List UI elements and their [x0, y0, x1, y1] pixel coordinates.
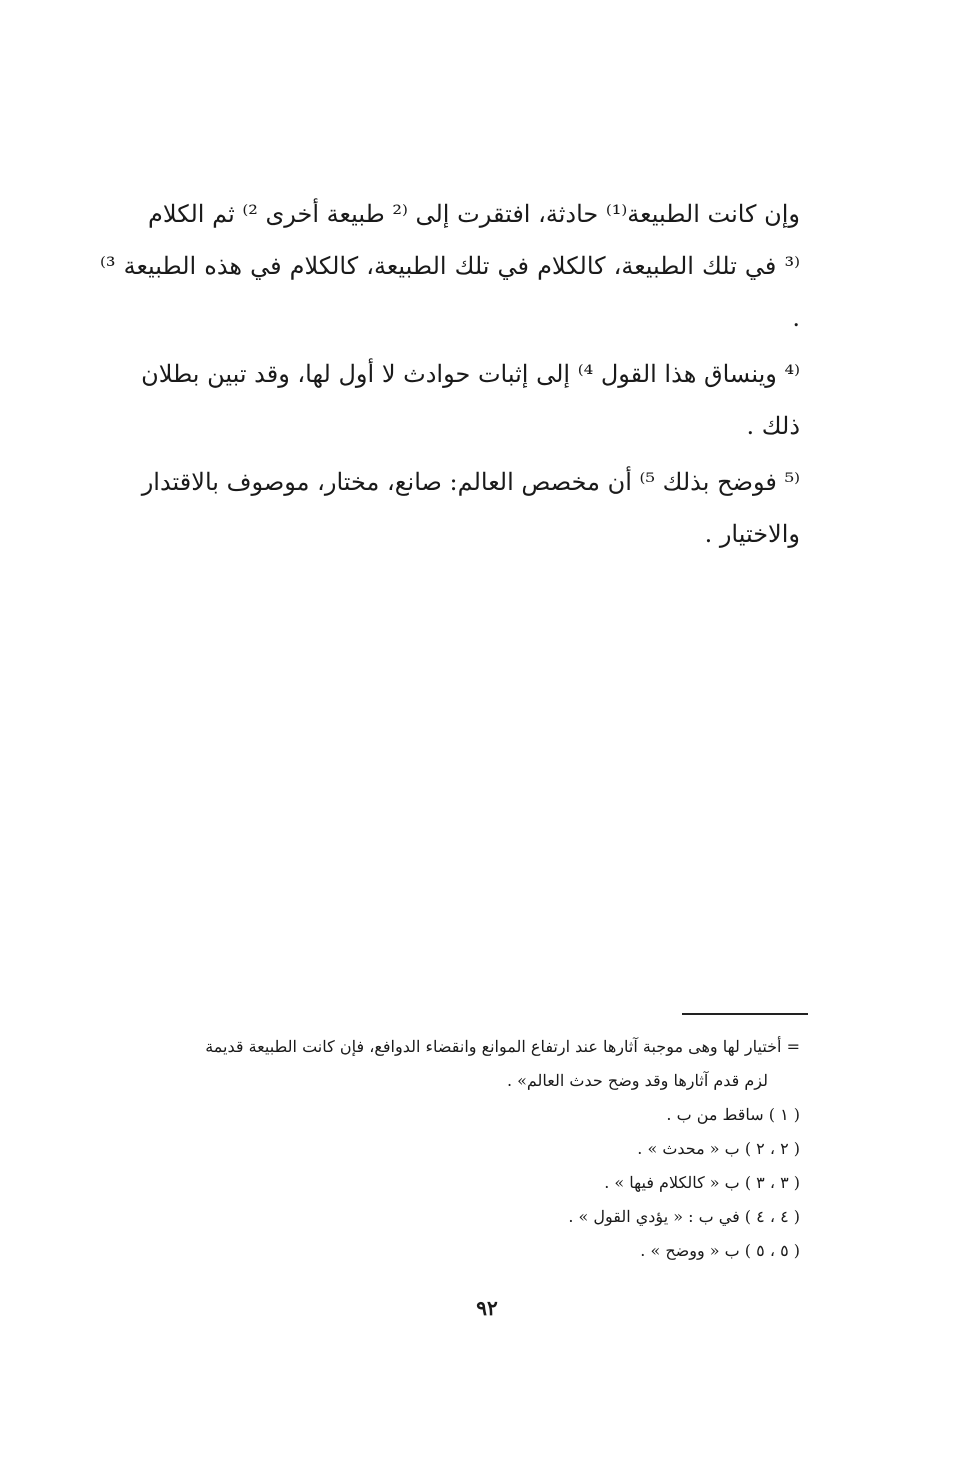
paragraph-3-line-2: والاختيار . [704, 520, 800, 548]
page-number: ٩٢ [476, 1296, 498, 1320]
paragraph-1-line-1: وإن كانت الطبيعة⁽¹⁾ حادثة، افتقرت إلى ⁽² طبيعة أخرى ²⁾ ثم الكلام [148, 200, 800, 228]
paragraph-2-line-1: ⁽⁴ وينساق هذا القول ⁴⁾ إلى إثبات حوادث لا أول لها، وقد تبين بطلان [141, 360, 800, 388]
paragraph-2-line-2: ذلك . [746, 412, 800, 440]
footnote-item-4: ( ٤ ، ٤ ) في ب : « يؤدي القول » . [568, 1207, 800, 1226]
footnote-item-1: ( ١ ) ساقط من ب . [666, 1105, 800, 1124]
footnote-item-2: ( ٢ ، ٢ ) ب « محدث » . [637, 1139, 800, 1158]
footnote-item-5: ( ٥ ، ٥ ) ب « ووضح » . [640, 1241, 800, 1260]
paragraph-2 [100, 348, 800, 452]
footnote-item-3: ( ٣ ، ٣ ) ب « كالكلام فيها » . [604, 1173, 800, 1192]
paragraph-3 [100, 456, 800, 560]
footnote-continuation-line-1: = أختيار لها وهى موجبة آثارها عند ارتفاع الموانع وانقضاء الدوافع، فإن كانت الطبيعة قديمة [205, 1037, 800, 1056]
main-text-body [100, 188, 800, 564]
footnote-continuation-line-2: لزم قدم آثارها وقد وضح حدث العالم» . [506, 1071, 768, 1090]
paragraph-1 [100, 188, 800, 344]
footnote-separator [682, 1013, 808, 1015]
footnotes-section [100, 1030, 800, 1268]
paragraph-3-line-1: ⁽⁵ فوضح بذلك ⁵⁾ أن مخصص العالم: صانع، مختار، موصوف بالاقتدار [141, 468, 800, 496]
paragraph-1-line-2: ⁽³ في تلك الطبيعة، كالكلام في تلك الطبيعة، كالكلام في هذه الطبيعة ³⁾ . [100, 252, 800, 332]
